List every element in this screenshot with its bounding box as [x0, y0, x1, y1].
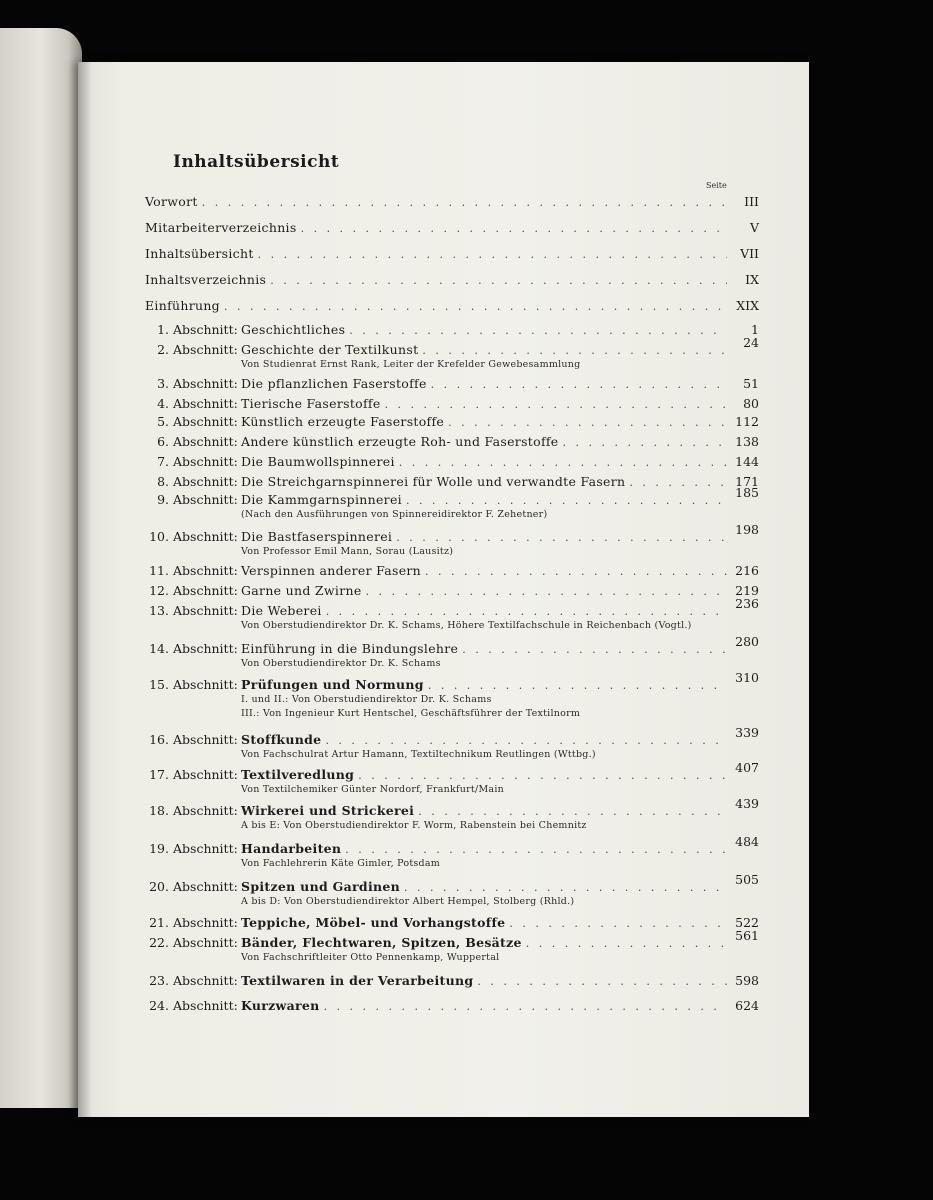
toc-entry-author: Von Fachlehrerin Käte Gimler, Potsdam — [241, 858, 441, 869]
leader-dots — [428, 677, 727, 694]
leader-dots — [448, 414, 727, 431]
leader-dots — [396, 529, 727, 546]
toc-entry[interactable] — [137, 453, 759, 470]
leader-dots — [301, 220, 727, 237]
toc-entry-title: Die Weberei — [241, 603, 322, 618]
leader-dots — [406, 492, 727, 509]
toc-entry-title: Inhaltsübersicht — [145, 246, 254, 261]
toc-entry[interactable] — [137, 670, 759, 721]
section-label: Abschnitt: — [173, 803, 238, 818]
section-label: Abschnitt: — [173, 474, 238, 489]
toc-entry-page: 198 — [735, 522, 759, 537]
section-label: Abschnitt: — [173, 767, 238, 782]
toc-entry-title: Andere künstlich erzeugte Roh- und Faserstoffe — [241, 434, 559, 449]
section-label: Abschnitt: — [173, 915, 238, 930]
toc-entry-row — [137, 796, 759, 819]
section-number: 19. — [149, 841, 169, 856]
toc-entry-page: 484 — [735, 834, 759, 849]
section-number: 10. — [149, 529, 169, 544]
leader-dots — [345, 841, 727, 858]
leader-dots — [418, 803, 727, 820]
toc-entry-author: Von Fachschriftleiter Otto Pennenkamp, Wuppertal — [241, 952, 500, 963]
toc-entry-row — [137, 997, 759, 1014]
section-label: Abschnitt: — [173, 454, 238, 469]
toc-entry[interactable] — [137, 321, 759, 338]
leader-dots — [462, 641, 727, 658]
leader-dots — [258, 246, 727, 263]
toc-entry-row — [137, 872, 759, 895]
section-label: Abschnitt: — [173, 322, 238, 337]
toc-entry-author: Von Textilchemiker Günter Nordorf, Frankfurt/Main — [241, 784, 504, 795]
toc-entry-row — [145, 297, 759, 314]
toc-entry-row — [145, 193, 759, 210]
toc-entry[interactable] — [137, 997, 759, 1014]
toc-entry-title: Prüfungen und Normung — [241, 677, 424, 692]
toc-entry-row — [137, 413, 759, 430]
toc-entry-row — [137, 928, 759, 951]
toc-entry[interactable] — [137, 972, 759, 989]
leader-dots — [366, 583, 727, 600]
toc-entry-title: Künstlich erzeugte Faserstoffe — [241, 414, 445, 429]
leader-dots — [399, 454, 727, 471]
section-label: Abschnitt: — [173, 583, 238, 598]
leader-dots — [422, 342, 727, 359]
toc-entry-author: Von Studienrat Ernst Rank, Leiter der Krefelder Gewebesammlung — [241, 359, 581, 370]
toc-entry-author: Von Fachschulrat Artur Hamann, Textiltechnikum Reutlingen (Wttbg.) — [241, 749, 596, 760]
toc-entry-page: 561 — [735, 928, 759, 943]
toc-entry-title: Inhaltsverzeichnis — [145, 272, 267, 287]
toc-entry-page: 407 — [735, 760, 759, 775]
toc-entry-row — [137, 582, 759, 599]
toc-entry-row — [137, 433, 759, 450]
toc-entry-author: Von Oberstudiendirektor Dr. K. Schams — [241, 658, 441, 669]
leader-dots — [325, 732, 727, 749]
section-label: Abschnitt: — [173, 414, 238, 429]
toc-entry-row — [145, 245, 759, 262]
toc-entry-row — [137, 725, 759, 748]
toc-entry-author: III.: Von Ingenieur Kurt Hentschel, Geschäftsführer der Textilnorm — [241, 708, 581, 719]
section-label: Abschnitt: — [173, 376, 238, 391]
toc-entry-row — [137, 485, 759, 508]
toc-entry-author: A bis D: Von Oberstudiendirektor Albert Hempel, Stolberg (Rhld.) — [241, 896, 575, 907]
toc-entry-row — [145, 271, 759, 288]
toc-entry[interactable] — [137, 413, 759, 430]
toc-entry-title: Einführung in die Bindungslehre — [241, 641, 459, 656]
toc-entry[interactable] — [137, 760, 759, 797]
section-label: Abschnitt: — [173, 998, 238, 1013]
toc-entry-page: VII — [740, 246, 759, 261]
toc-entry-title: Handarbeiten — [241, 841, 342, 856]
section-number: 9. — [157, 492, 169, 507]
toc-entry[interactable] — [137, 928, 759, 965]
leader-dots — [477, 973, 727, 990]
toc-entry-page: 80 — [743, 396, 759, 411]
section-label: Abschnitt: — [173, 342, 238, 357]
toc-entry-page: 310 — [735, 670, 759, 685]
section-label: Abschnitt: — [173, 973, 238, 988]
section-number: 1. — [157, 322, 169, 337]
leader-dots — [326, 603, 727, 620]
toc-entry-row — [137, 335, 759, 358]
leader-dots — [202, 194, 727, 211]
toc-entry[interactable] — [145, 297, 759, 314]
page-title: Inhaltsübersicht — [173, 152, 340, 172]
toc-entry[interactable] — [137, 473, 759, 490]
section-label: Abschnitt: — [173, 935, 238, 950]
toc-entry-page: 144 — [735, 454, 759, 469]
toc-entry-row — [137, 670, 759, 693]
section-label: Abschnitt: — [173, 492, 238, 507]
section-number: 4. — [157, 396, 169, 411]
toc-entry-page: III — [744, 194, 759, 209]
toc-entry[interactable] — [137, 375, 759, 392]
toc-entry[interactable] — [137, 634, 759, 671]
section-label: Abschnitt: — [173, 603, 238, 618]
section-number: 24. — [149, 998, 169, 1013]
toc-entry-page: 24 — [743, 335, 759, 350]
toc-entry-title: Geschichte der Textilkunst — [241, 342, 419, 357]
toc-entry-title: Verspinnen anderer Fasern — [241, 563, 422, 578]
toc-entry-page: 598 — [735, 973, 759, 988]
leader-dots — [358, 767, 727, 784]
section-label: Abschnitt: — [173, 529, 238, 544]
toc-entry[interactable] — [145, 193, 759, 210]
leader-dots — [349, 322, 727, 339]
leader-dots — [563, 434, 728, 451]
toc-entry[interactable] — [137, 335, 759, 372]
leader-dots — [526, 935, 727, 952]
section-label: Abschnitt: — [173, 563, 238, 578]
leader-dots — [385, 396, 727, 413]
toc-entry-page: 505 — [735, 872, 759, 887]
section-number: 2. — [157, 342, 169, 357]
leader-dots — [404, 879, 727, 896]
leader-dots — [270, 272, 727, 289]
toc-entry-title: Teppiche, Möbel- und Vorhangstoffe — [241, 915, 506, 930]
section-label: Abschnitt: — [173, 396, 238, 411]
section-number: 18. — [149, 803, 169, 818]
toc-entry-title: Einführung — [145, 298, 220, 313]
toc-entry[interactable] — [137, 485, 759, 522]
toc-entry-author: Von Professor Emil Mann, Sorau (Lausitz) — [241, 546, 454, 557]
toc-entry-page: 280 — [735, 634, 759, 649]
toc-entry-row — [137, 321, 759, 338]
toc-entry-row — [145, 219, 759, 236]
toc-entry-title: Textilveredlung — [241, 767, 355, 782]
toc-entry-row — [137, 375, 759, 392]
toc-entry-title: Die pflanzlichen Faserstoffe — [241, 376, 427, 391]
toc-entry-page: 236 — [735, 596, 759, 611]
toc-entry[interactable] — [137, 796, 759, 833]
toc-entry-page: 522 — [735, 915, 759, 930]
section-label: Abschnitt: — [173, 879, 238, 894]
section-label: Abschnitt: — [173, 732, 238, 747]
section-number: 8. — [157, 474, 169, 489]
section-number: 21. — [149, 915, 169, 930]
toc-entry[interactable] — [137, 725, 759, 762]
section-number: 23. — [149, 973, 169, 988]
toc-entry-author: (Nach den Ausführungen von Spinnereidirektor F. Zehetner) — [241, 509, 548, 520]
toc-entry[interactable] — [137, 596, 759, 633]
section-number: 6. — [157, 434, 169, 449]
toc-entry[interactable] — [137, 433, 759, 450]
section-number: 7. — [157, 454, 169, 469]
toc-entry-author: Von Oberstudiendirektor Dr. K. Schams, Höhere Textilfachschule in Reichenbach (Vogtl.) — [241, 620, 692, 631]
section-label: Abschnitt: — [173, 434, 238, 449]
section-label: Abschnitt: — [173, 677, 238, 692]
toc-entry-page: 624 — [735, 998, 759, 1013]
toc-entry-author: I. und II.: Von Oberstudiendirektor Dr. K. Schams — [241, 694, 492, 705]
toc-entry[interactable] — [137, 834, 759, 871]
toc-entry[interactable] — [137, 582, 759, 599]
leader-dots — [629, 474, 727, 491]
toc-entry-title: Geschichtliches — [241, 322, 346, 337]
toc-entry-page: 171 — [735, 474, 759, 489]
toc-entry-row — [137, 760, 759, 783]
section-number: 22. — [149, 935, 169, 950]
toc-entry-page: 185 — [735, 485, 759, 500]
toc-entry-title: Tierische Faserstoffe — [241, 396, 381, 411]
section-number: 3. — [157, 376, 169, 391]
toc-entry-row — [137, 596, 759, 619]
toc-entry-page: XIX — [736, 298, 759, 313]
toc-entry[interactable] — [145, 219, 759, 236]
toc-entry-page: 216 — [735, 563, 759, 578]
section-number: 15. — [149, 677, 169, 692]
toc-entry-page: 439 — [735, 796, 759, 811]
toc-entry-title: Die Baumwollspinnerei — [241, 454, 395, 469]
toc-entry-page: 112 — [735, 414, 759, 429]
leader-dots — [324, 998, 727, 1015]
toc-entry-page: IX — [745, 272, 759, 287]
toc-entry-author: A bis E: Von Oberstudiendirektor F. Worm, Rabenstein bei Chemnitz — [241, 820, 587, 831]
toc-entry-row — [137, 972, 759, 989]
section-number: 14. — [149, 641, 169, 656]
toc-entry[interactable] — [137, 395, 759, 412]
toc-entry-title: Mitarbeiterverzeichnis — [145, 220, 297, 235]
toc-entry-row — [137, 473, 759, 490]
toc-entry-row — [137, 562, 759, 579]
toc-entry-title: Garne und Zwirne — [241, 583, 362, 598]
toc-entry[interactable] — [145, 245, 759, 262]
toc-entry-page: 51 — [743, 376, 759, 391]
toc-entry-title: Textilwaren in der Verarbeitung — [241, 973, 474, 988]
leader-dots — [509, 915, 727, 932]
section-number: 12. — [149, 583, 169, 598]
toc-entry-title: Kurzwaren — [241, 998, 320, 1013]
toc-entry-page: V — [749, 220, 759, 235]
toc-entry-title: Wirkerei und Strickerei — [241, 803, 415, 818]
toc-entry-title: Die Streichgarnspinnerei für Wolle und verwandte Fasern — [241, 474, 626, 489]
section-label: Abschnitt: — [173, 841, 238, 856]
toc-entry-row — [137, 522, 759, 545]
page-column-label: Seite — [706, 181, 727, 190]
toc-entry[interactable] — [137, 914, 759, 931]
toc-entry-title: Spitzen und Gardinen — [241, 879, 401, 894]
section-number: 17. — [149, 767, 169, 782]
toc-entry[interactable] — [137, 872, 759, 909]
toc-entry-row — [137, 634, 759, 657]
toc-entry-row — [137, 914, 759, 931]
toc-entry-page: 219 — [735, 583, 759, 598]
section-number: 20. — [149, 879, 169, 894]
toc-entry[interactable] — [137, 562, 759, 579]
toc-entry-row — [137, 453, 759, 470]
section-number: 16. — [149, 732, 169, 747]
toc-entry-title: Stoffkunde — [241, 732, 322, 747]
toc-entry-title: Die Kammgarnspinnerei — [241, 492, 402, 507]
toc-entry-page: 1 — [751, 322, 759, 337]
section-number: 5. — [157, 414, 169, 429]
section-number: 11. — [149, 563, 169, 578]
toc-entry[interactable] — [137, 522, 759, 559]
toc-entry-page: 339 — [735, 725, 759, 740]
toc-entry-title: Bänder, Flechtwaren, Spitzen, Besätze — [241, 935, 522, 950]
toc-entry-row — [137, 834, 759, 857]
section-number: 13. — [149, 603, 169, 618]
leader-dots — [425, 563, 727, 580]
toc-entry-page: 138 — [735, 434, 759, 449]
toc-entry[interactable] — [145, 271, 759, 288]
leader-dots — [431, 376, 727, 393]
section-label: Abschnitt: — [173, 641, 238, 656]
toc-entry-row — [137, 395, 759, 412]
toc-entry-title: Die Bastfaserspinnerei — [241, 529, 393, 544]
leader-dots — [224, 298, 727, 315]
toc-entry-title: Vorwort — [145, 194, 198, 209]
